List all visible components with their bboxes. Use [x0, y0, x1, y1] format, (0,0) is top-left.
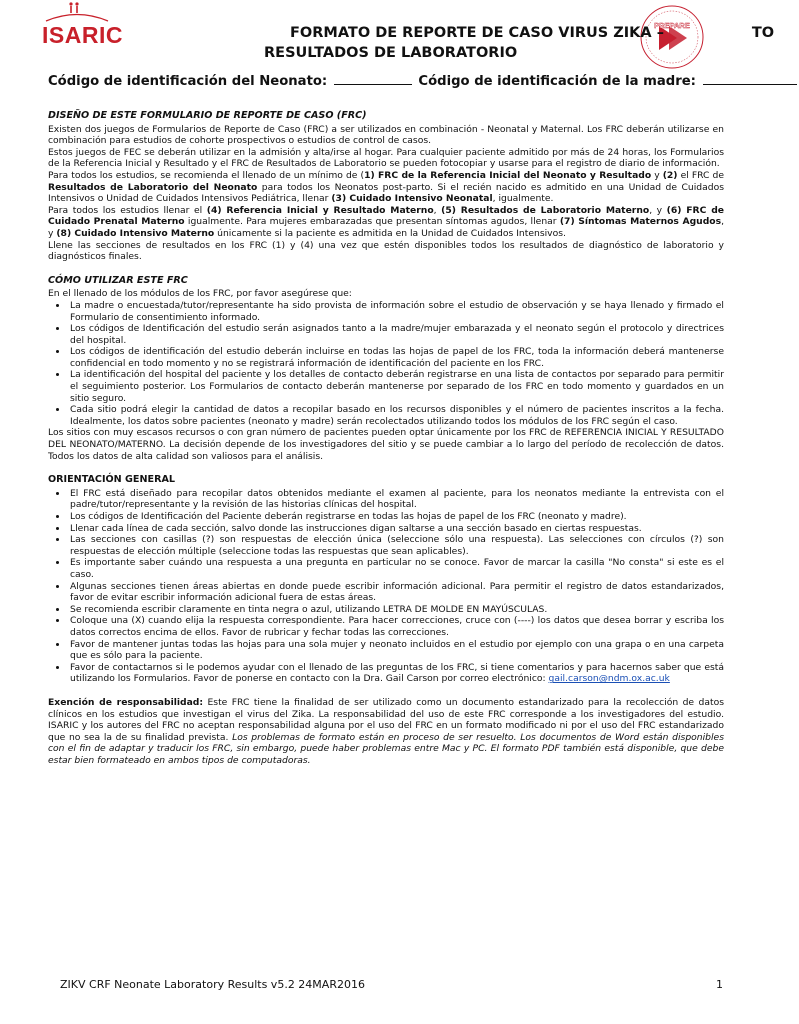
disclaimer-italic: Los problemas de formato están en proceso de ser resuelto. Los documentos de Word están disponibles con el fin de adaptar y traducir los FRC, sin embargo, puede haber problemas entre Mac y PC. El formato PDF también está disponible, que debe estar bien formateado en ambos tipos de computadoras. [48, 731, 724, 766]
orientation-heading: ORIENTACIÓN GENERAL [48, 474, 175, 486]
list-item: • Cada sitio podrá elegir la cantidad de datos a recopilar basado en los recursos disponibles y el número de pacientes inscritos a la fecha. Idealmente, los datos sobre pacientes (neonato y madre) serán recolectados utilizando todos los módulos de los FRC según el caso. [68, 404, 724, 427]
list-item: • La identificación del hospital del paciente y los detalles de contacto deberán registrarse en una lista de contactos por separado para permitir el seguimiento posterior. Los Formularios de contacto deberán mantenerse por separado de los FRC en todo momento y guardados en un sitio seguro. [68, 369, 724, 404]
list-item: • Coloque una (X) cuando elija la respuesta correspondiente. Para hacer correcciones, cruce con (----) los datos que desea borrar y escriba los datos correctos encima de ellos. Favor de rubricar y fechar todas las correcciones. [68, 615, 724, 638]
isaric-logo-text: ISARIC [42, 22, 123, 48]
mother-code-field[interactable] [703, 74, 797, 85]
document-body [48, 110, 724, 766]
disclaimer-label: Exención de responsabilidad: [48, 696, 204, 708]
list-item: • Los códigos de Identificación del estudio serán asignados tanto a la madre/mujer embarazada y el neonato según el protocolo y directrices del hospital. [68, 323, 724, 346]
list-item: • El FRC está diseñado para recopilar datos obtenidos mediante el examen al paciente, para los neonatos mediante la entrevista con el padre/tutor/representante y la revisión de las historias clínicas del hospital. [68, 488, 724, 511]
design-heading: DISEÑO DE ESTE FORMULARIO DE REPORTE DE CASO (FRC) [48, 110, 367, 121]
title-main: FORMATO DE REPORTE DE CASO VIRUS ZIKA – [290, 25, 669, 41]
title-tail: TO [751, 25, 775, 41]
neonate-code-label: Código de identificación del Neonato: [48, 74, 328, 89]
list-item: • Algunas secciones tienen áreas abiertas en donde puede escribir información adicional. Para permitir el registro de datos estandarizados, favor de evitar escribir información adicional fuera de estas áreas. [68, 581, 724, 604]
list-item: • Las secciones con casillas (?) son respuestas de elección única (seleccione sólo una respuesta). Las selecciones con círculos (?) son respuestas de elección múltiple (seleccione todas las respuestas que sean aplicables). [68, 534, 724, 557]
list-item: • La madre o encuestada/tutor/representante ha sido provista de información sobre el estudio de observación y se haya llenado y firmado el Formulario de consentimiento informado. [68, 300, 724, 323]
isaric-logo [40, 0, 123, 48]
design-paragraph-5: Llene las secciones de resultados en los FRC (1) y (4) una vez que estén disponibles todos los resultados de diagnóstico de laboratorio y diagnósticos finales. [48, 239, 724, 263]
design-paragraph-3: Para todos los estudios, se recomienda el llenado de un mínimo de (1) FRC de la Referencia Inicial del Neonato y Resultado y (2) el FRC de Resultados de Laboratorio del Neonato para todos los Neonatos post-parto. Si el recién nacido es admitido en una Unidad de Cuidados Intensivos o Unidad de Cuidados Intensivos Pediátrica, llenar (3) Cuidado Intensivo Neonatal, igualmente. [48, 169, 724, 205]
mother-code-label: Código de identificación de la madre: [418, 74, 696, 89]
how-to-list [48, 300, 724, 428]
isaric-figures-icon [44, 0, 110, 22]
list-item: • Los códigos de Identificación del Paciente deberán registrarse en todas las hojas de papel de los FRC (neonato y madre). [68, 511, 724, 523]
neonate-code-field[interactable] [334, 74, 412, 85]
list-item: • Se recomienda escribir claramente en tinta negra o azul, utilizando LETRA DE MOLDE EN MAYÚSCULAS. [68, 604, 724, 616]
list-item: • Los códigos de identificación del estudio deberán incluirse en todas las hojas de papel de los FRC, toda la información deberá mantenerse confidencial en todo momento y no se registrará información de identificación del paciente en los FRC. [68, 346, 724, 369]
footer-version: ZIKV CRF Neonate Laboratory Results v5.2 24MAR2016 [60, 978, 365, 991]
design-paragraph-1: Existen dos juegos de Formularios de Reporte de Caso (FRC) a ser utilizados en combinación - Neonatal y Maternal. Los FRC deberán utilizarse en combinación para estudios de cohorte prospectivos o estudios de control de casos. [48, 123, 724, 147]
how-to-outro: Los sitios con muy escasos recursos o con gran número de pacientes pueden optar únicamente por los FRC de REFERENCIA INICIAL Y RESULTADO DEL NEONATO/MATERNO. La decisión depende de los investigadores del sitio y se puede cambiar a lo largo del período de recolección de datos. Todos los datos de alta calidad son valiosos para el análisis. [48, 427, 724, 462]
list-item: • Es importante saber cuándo una respuesta a una pregunta en particular no se conoce. Favor de marcar la casilla "No consta" si este es el caso. [68, 557, 724, 580]
contact-email-link[interactable]: gail.carson@ndm.ox.ac.uk [548, 673, 670, 685]
design-paragraph-4: Para todos los estudios llenar el (4) Referencia Inicial y Resultado Materno, (5) Resultados de Laboratorio Materno, y (6) FRC de Cuidado Prenatal Materno igualmente. Para mujeres embarazadas que presentan síntomas agudos, llenar (7) Síntomas Maternos Agudos, y (8) Cuidado Intensivo Materno únicamente si la paciente es admitida en la Unidad de Cuidados Intensivos. [48, 204, 725, 239]
design-paragraph-2: Estos juegos de FEC se deberán utilizar en la admisión y alta/irse al hogar. Para cualquier paciente admitido por más de 24 horas, los Formularios de la Referencia Inicial y Resultado y el FRC de Resultados de Laboratorio se pueden fotocopiar y usarse para el registro de diario de información. [48, 146, 724, 170]
how-to-heading: CÓMO UTILIZAR ESTE FRC [48, 274, 188, 286]
page-title-line2: RESULTADOS DE LABORATORIO [264, 45, 518, 61]
orientation-list [48, 488, 724, 685]
prepare-logo-text: PREPARE [654, 21, 690, 30]
list-item: • Favor de mantener juntas todas las hojas para una sola mujer y neonato incluidos en el estudio por ejemplo con una grapa o en una carpeta que es sólo para la paciente. [68, 639, 724, 662]
list-item: • Favor de contactarnos si le podemos ayudar con el llenado de las preguntas de los FRC, si tiene comentarios y para hacernos saber que está utilizando los Formularios. Favor de ponerse en contacto con la Dra. Gail Carson por correo electrónico: gail.carson@ndm.ox.ac.uk [68, 662, 724, 685]
page-title-line1 [290, 25, 774, 41]
how-to-intro: En el llenado de los módulos de los FRC, por favor asegúrese que: [48, 288, 352, 300]
code-fields [48, 74, 799, 89]
list-item: • Llenar cada línea de cada sección, salvo donde las instrucciones digan saltarse a una sección basado en ciertas respuestas. [68, 523, 724, 535]
page-number: 1 [716, 978, 723, 991]
disclaimer: Exención de responsabilidad: Este FRC tiene la finalidad de ser utilizado como un documento estandarizado para la recolección de datos clínicos en los estudios que investigan el virus del Zika. La responsabilidad del uso de este FRC corresponde a los investigadores del estudio. ISARIC y los autores del FRC no aceptan responsabilidad alguna por el uso del FRC en un formato modificado ni por el uso del FRC estandarizado que no sea la de su finalidad prevista. Los problemas de formato están en proceso de ser resuelto. Los documentos de Word están disponibles con el fin de adaptar y traducir los FRC, sin embargo, puede haber problemas entre Mac y PC. El formato PDF también está disponible, que debe estar bien formateado en ambos tipos de computadoras. [48, 696, 724, 766]
